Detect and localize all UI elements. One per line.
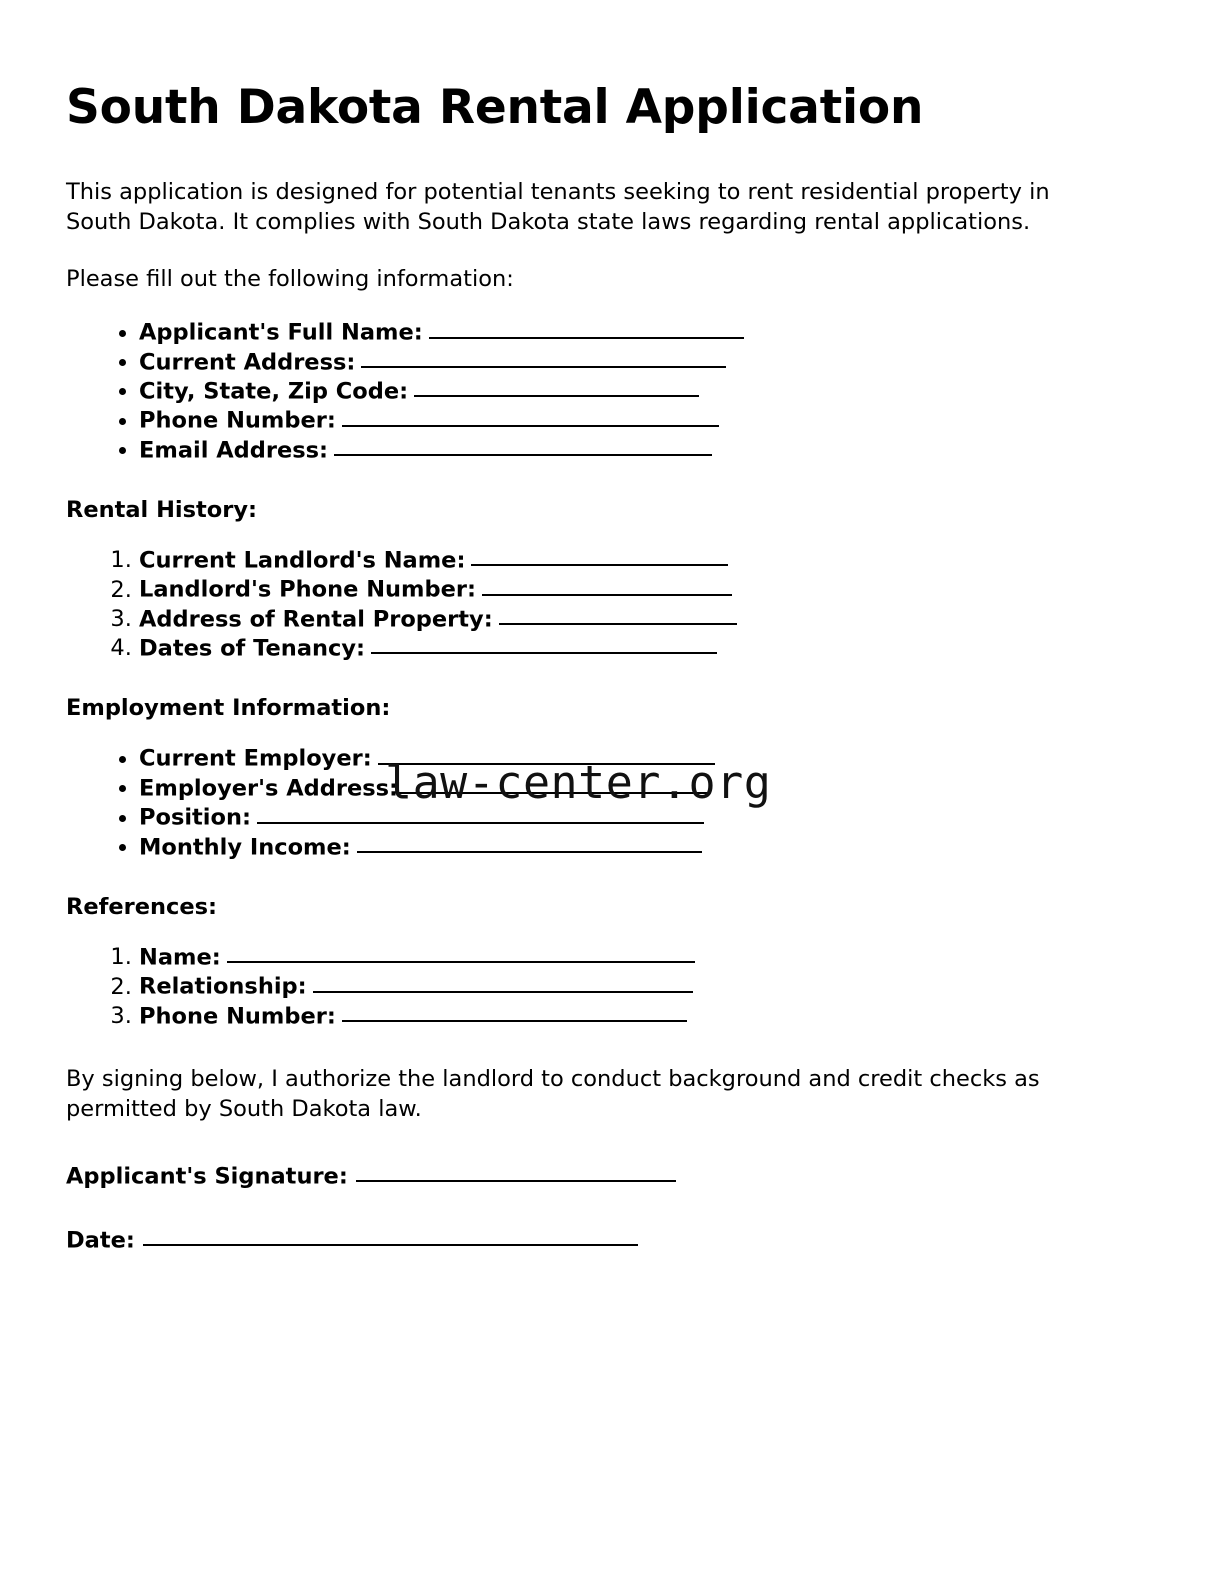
- blank-line-current-employer[interactable]: [378, 743, 715, 764]
- date-row: [66, 1189, 1165, 1253]
- field-label: City, State, Zip Code:: [139, 378, 409, 405]
- section-heading-employment-information: Employment Information:: [66, 695, 391, 722]
- applicant-signature-row: [66, 1125, 1165, 1189]
- field-label: Email Address:: [139, 437, 329, 464]
- applicant-info-list: [66, 295, 1165, 464]
- list-item: [139, 347, 1165, 376]
- list-item: [139, 574, 1165, 603]
- field-label: Employer's Address:: [139, 775, 398, 802]
- list-item: [139, 435, 1165, 464]
- list-item: [139, 604, 1165, 633]
- list-item: [139, 317, 1165, 346]
- section-heading-references: References:: [66, 893, 217, 920]
- blank-line-address-of-rental-property[interactable]: [499, 604, 737, 625]
- date-label: Date:: [66, 1227, 135, 1254]
- field-label: Address of Rental Property:: [139, 606, 493, 633]
- references-list: [66, 920, 1165, 1030]
- authorization-paragraph: By signing below, I authorize the landlord to conduct background and credit checks as permitted by South Dakota law.: [66, 1065, 1040, 1122]
- list-item: [139, 971, 1165, 1000]
- list-item: [139, 1001, 1165, 1030]
- watermark-law-center: law-center.org: [385, 756, 772, 809]
- blank-line-email-address[interactable]: [334, 435, 712, 456]
- section-heading-rental-history: Rental History:: [66, 497, 257, 524]
- blank-line-reference-relationship[interactable]: [313, 971, 693, 992]
- field-label: Current Address:: [139, 349, 356, 376]
- field-label: Position:: [139, 804, 251, 831]
- field-label: Dates of Tenancy:: [139, 635, 366, 662]
- blank-line-employer-address[interactable]: [398, 773, 708, 794]
- list-item: [139, 545, 1165, 574]
- field-label: Current Landlord's Name:: [139, 547, 466, 574]
- field-label: Current Employer:: [139, 745, 372, 772]
- list-item: [139, 376, 1165, 405]
- employment-information-list: [66, 721, 1165, 860]
- blank-line-reference-phone-number[interactable]: [342, 1001, 687, 1022]
- blank-line-applicant-signature[interactable]: [356, 1161, 676, 1182]
- blank-line-dates-of-tenancy[interactable]: [371, 633, 717, 654]
- field-label: Relationship:: [139, 973, 307, 1000]
- field-label: Phone Number:: [139, 407, 336, 434]
- rental-history-list: [66, 523, 1165, 662]
- list-item: [139, 832, 1165, 861]
- blank-line-monthly-income[interactable]: [357, 832, 702, 853]
- field-label: Landlord's Phone Number:: [139, 576, 476, 603]
- field-label: Phone Number:: [139, 1002, 336, 1029]
- blank-line-current-landlord-name[interactable]: [471, 545, 728, 566]
- blank-line-phone-number[interactable]: [342, 405, 719, 426]
- blank-line-current-address[interactable]: [361, 347, 726, 368]
- field-label: Name:: [139, 944, 221, 971]
- blank-line-landlord-phone-number[interactable]: [482, 574, 732, 595]
- page-title: South Dakota Rental Application: [66, 80, 924, 135]
- list-item: [139, 633, 1165, 662]
- prompt-paragraph: Please fill out the following information:: [66, 266, 514, 293]
- list-item: [139, 802, 1165, 831]
- list-item: [139, 773, 1165, 802]
- field-label: Monthly Income:: [139, 833, 351, 860]
- list-item: [139, 743, 1165, 772]
- blank-line-date[interactable]: [143, 1225, 638, 1246]
- blank-line-position[interactable]: [257, 802, 704, 823]
- blank-line-city-state-zip[interactable]: [414, 376, 699, 397]
- field-label: Applicant's Full Name:: [139, 319, 423, 346]
- list-item: [139, 942, 1165, 971]
- blank-line-applicant-full-name[interactable]: [429, 317, 744, 338]
- applicant-signature-label: Applicant's Signature:: [66, 1163, 348, 1190]
- intro-paragraph: This application is designed for potential tenants seeking to rent residential property in South Dakota. It complies with South Dakota state laws regarding rental applications.: [66, 178, 1050, 235]
- blank-line-reference-name[interactable]: [227, 942, 695, 963]
- list-item: [139, 405, 1165, 434]
